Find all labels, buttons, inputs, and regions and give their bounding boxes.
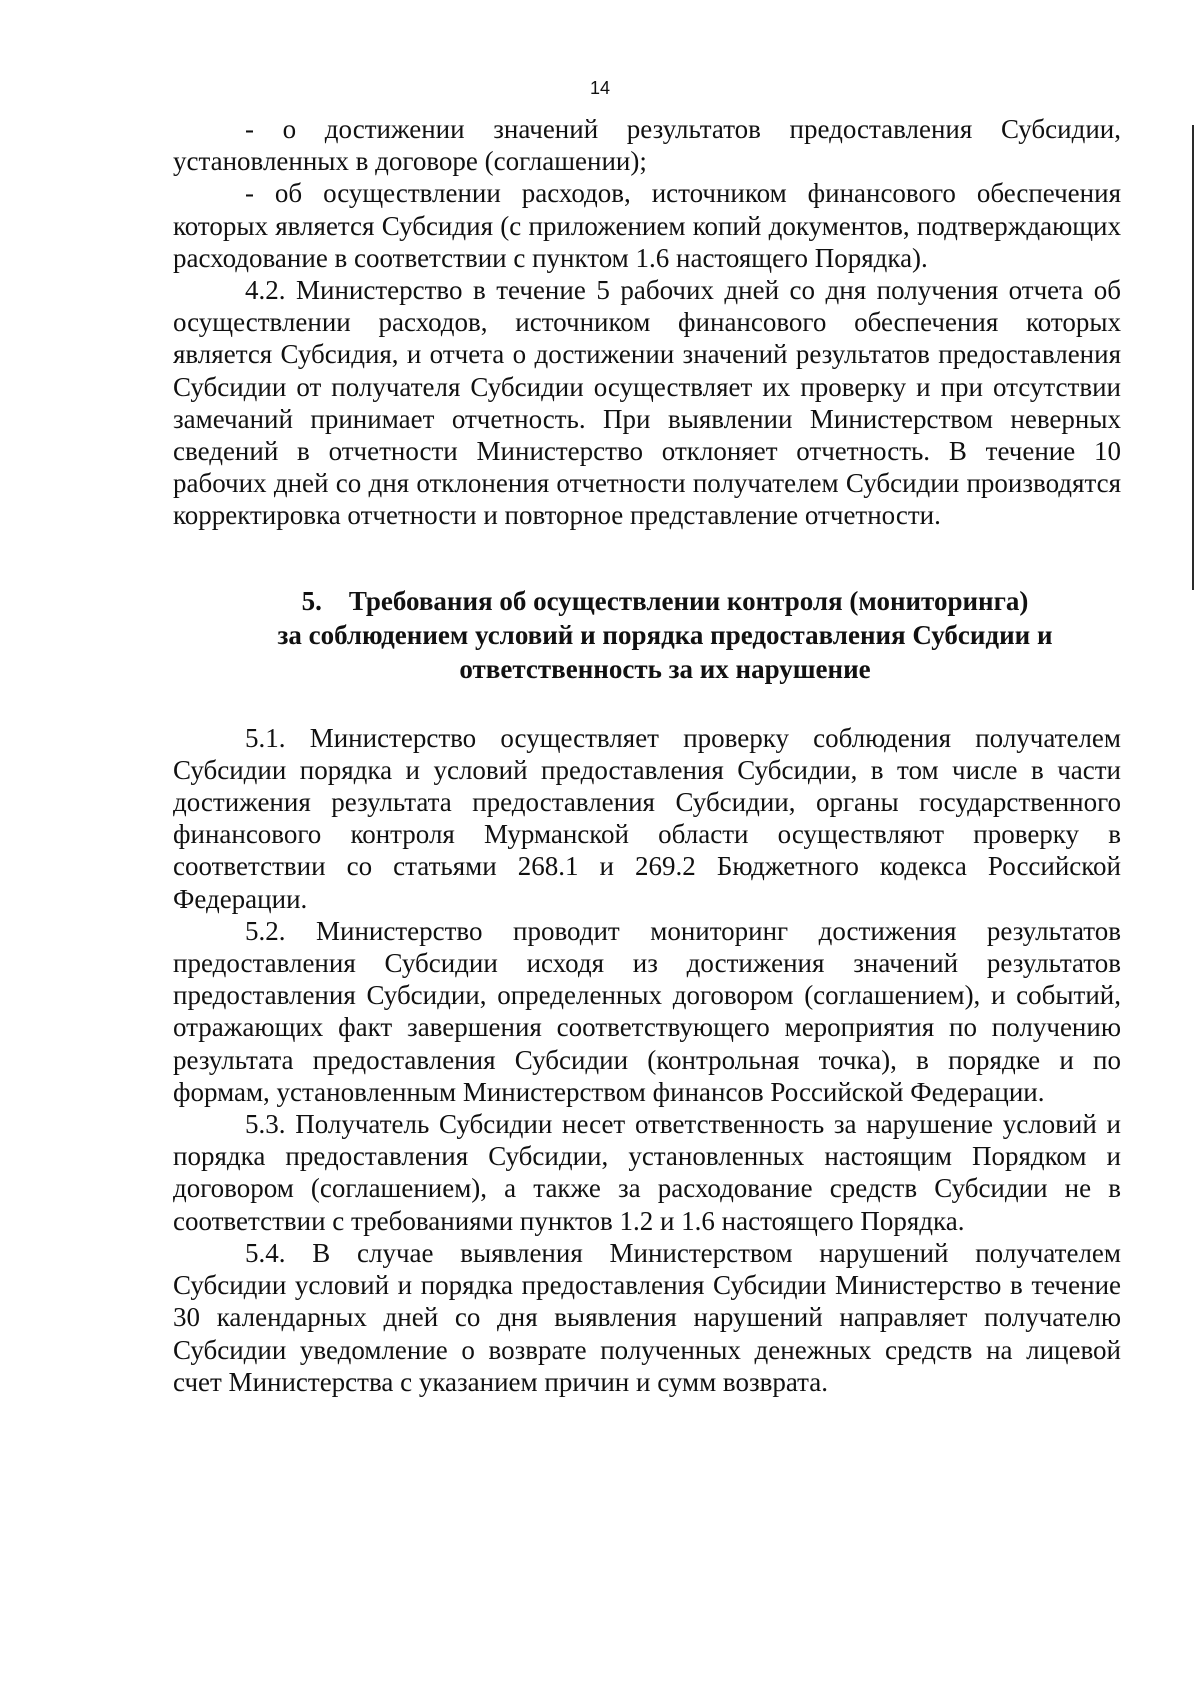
report-item-1: - о достижении значений результатов предоставления Субсидии, установленных в договоре (соглашении);	[173, 114, 1121, 177]
paragraph-4-2: 4.2. Министерство в течение 5 рабочих дней со дня получения отчета об осуществлении расходов, источником финансового обеспечения которых является Субсидия, и отчета о достижении значений результатов предоставления Субсидии от получателя Субсидии осуществляет их проверку и при отсутствии замечаний принимает отчетность. При выявлении Министерством неверных сведений в отчетности Министерство отклоняет отчетность. В течение 10 рабочих дней со дня отклонения отчетности получателем Субсидии производятся корректировка отчетности и повторное представление отчетности.	[173, 275, 1121, 531]
paragraph-5-1: 5.1. Министерство осуществляет проверку соблюдения получателем Субсидии порядка и условий предоставления Субсидии, в том числе в части достижения результата предоставления Субсидии, органы государственного финансового контроля Мурманской области осуществляют проверку в соответствии со статьями 268.1 и 269.2 Бюджетного кодекса Российской Федерации.	[173, 722, 1121, 914]
paragraph-5-3: 5.3. Получатель Субсидии несет ответственность за нарушение условий и порядка предоставления Субсидии, установленных настоящим Порядком и договором (соглашением), а также за расходование средств Субсидии не в соответствии с требованиями пунктов 1.2 и 1.6 настоящего Порядка.	[173, 1109, 1121, 1236]
scan-edge-mark	[1192, 125, 1194, 590]
section-5-heading-line-2: за соблюдением условий и порядка предоставления Субсидии и	[277, 619, 1053, 650]
paragraph-5-4: 5.4. В случае выявления Министерством нарушений получателем Субсидии условий и порядка предоставления Субсидии Министерство в течение 30 календарных дней со дня выявления нарушений направляет получателю Субсидии уведомление о возврате полученных денежных средств на лицевой счет Министерства с указанием причин и сумм возврата.	[173, 1237, 1121, 1397]
paragraph-5-2: 5.2. Министерство проводит мониторинг достижения результатов предоставления Субсидии исходя из достижения значений результатов предоставления Субсидии, определенных договором (соглашением), и событий, отражающих факт завершения соответствующего мероприятия по получению результата предоставления Субсидии (контрольная точка), в порядке и по формам, установленным Министерством финансов Российской Федерации.	[173, 915, 1121, 1107]
document-body	[173, 113, 1121, 1398]
section-5-heading-line-3: ответственность за их нарушение	[459, 653, 871, 684]
report-item-2: - об осуществлении расходов, источником финансового обеспечения которых является Субсидия (с приложением копий документов, подтверждающих расходование в соответствии с пунктом 1.6 настоящего Порядка).	[173, 178, 1121, 273]
page-number: 14	[589, 78, 611, 98]
section-5-heading-line-1: 5. Требования об осуществлении контроля (мониторинга)	[301, 585, 1029, 616]
section-5-heading	[173, 584, 1121, 686]
